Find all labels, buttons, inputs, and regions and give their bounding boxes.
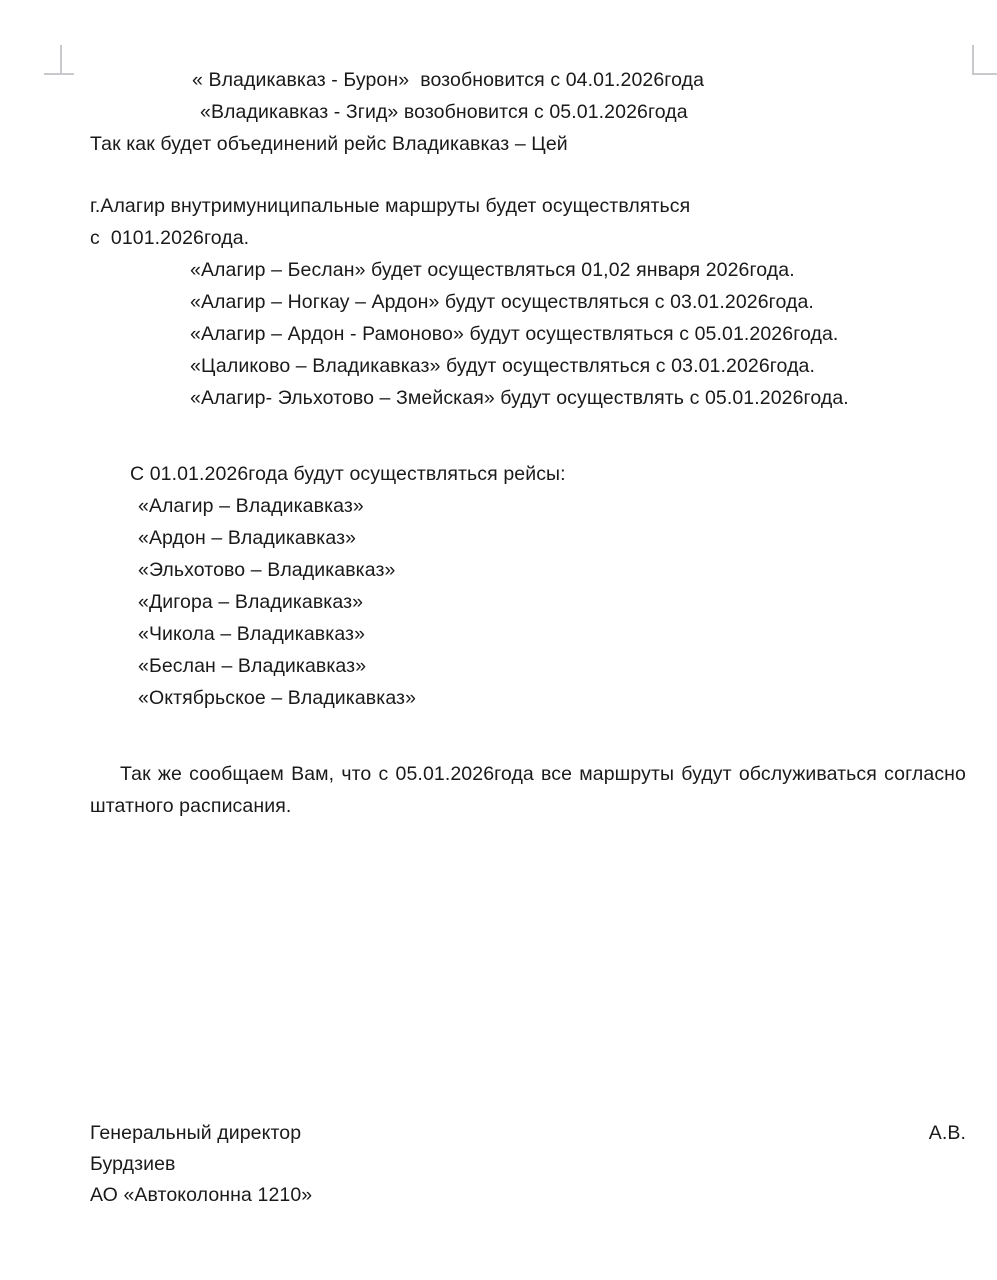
route-schedule-item: «Алагир – Ногкау – Ардон» будут осуществляться с 03.01.2026года.	[190, 291, 814, 313]
closing-paragraph: Так же сообщаем Вам, что с 05.01.2026года все маршруты будут обслуживаться согласно штатного расписания.	[90, 763, 972, 817]
opening-line-2: «Владикавказ - Згид» возобновится с 05.01.2026года	[200, 101, 688, 123]
routes-list-item: «Чикола – Владикавказ»	[138, 623, 366, 645]
routes-list-item: «Алагир – Владикавказ»	[138, 495, 364, 517]
signature-organization: АО «Автоколонна 1210»	[90, 1184, 313, 1206]
spacer	[90, 414, 966, 458]
routes-list-item: «Беслан – Владикавказ»	[138, 655, 367, 677]
route-schedule-item: «Цаликово – Владикавказ» будут осуществляться с 03.01.2026года.	[190, 355, 816, 377]
opening-line-3: Так как будет объединений рейс Владикавказ – Цей	[90, 133, 568, 155]
signature-surname: Бурдзиев	[90, 1153, 176, 1175]
crop-mark-top-left-icon	[44, 45, 74, 75]
routes-list-item: «Дигора – Владикавказ»	[138, 591, 364, 613]
spacer	[90, 160, 966, 190]
signature-title-row	[90, 1118, 966, 1149]
signature-title: Генеральный директор	[90, 1122, 302, 1144]
routes-list-item: «Эльхотово – Владикавказ»	[138, 559, 396, 581]
routes-list-intro: С 01.01.2026года будут осуществляться рейсы:	[130, 463, 566, 485]
signature-block	[90, 1118, 966, 1211]
signature-initials: А.В.	[928, 1122, 966, 1144]
spacer	[90, 714, 966, 758]
route-schedule-item: «Алагир – Беслан» будет осуществляться 01,02 января 2026года.	[190, 259, 795, 281]
routes-list-item: «Октябрьское – Владикавказ»	[138, 687, 417, 709]
route-schedule-item: «Алагир – Ардон - Рамоново» будут осуществляться с 05.01.2026года.	[190, 323, 839, 345]
routes-list-item: «Ардон – Владикавказ»	[138, 527, 357, 549]
alagir-intro-line-2: с 0101.2026года.	[90, 227, 250, 249]
alagir-intro-line-1: г.Алагир внутримуниципальные маршруты будет осуществляться	[90, 195, 691, 217]
document-body	[90, 64, 972, 822]
route-schedule-item: «Алагир- Эльхотово – Змейская» будут осуществлять с 05.01.2026года.	[190, 387, 849, 409]
opening-line-1: « Владикавказ - Бурон» возобновится с 04.01.2026года	[192, 69, 705, 91]
